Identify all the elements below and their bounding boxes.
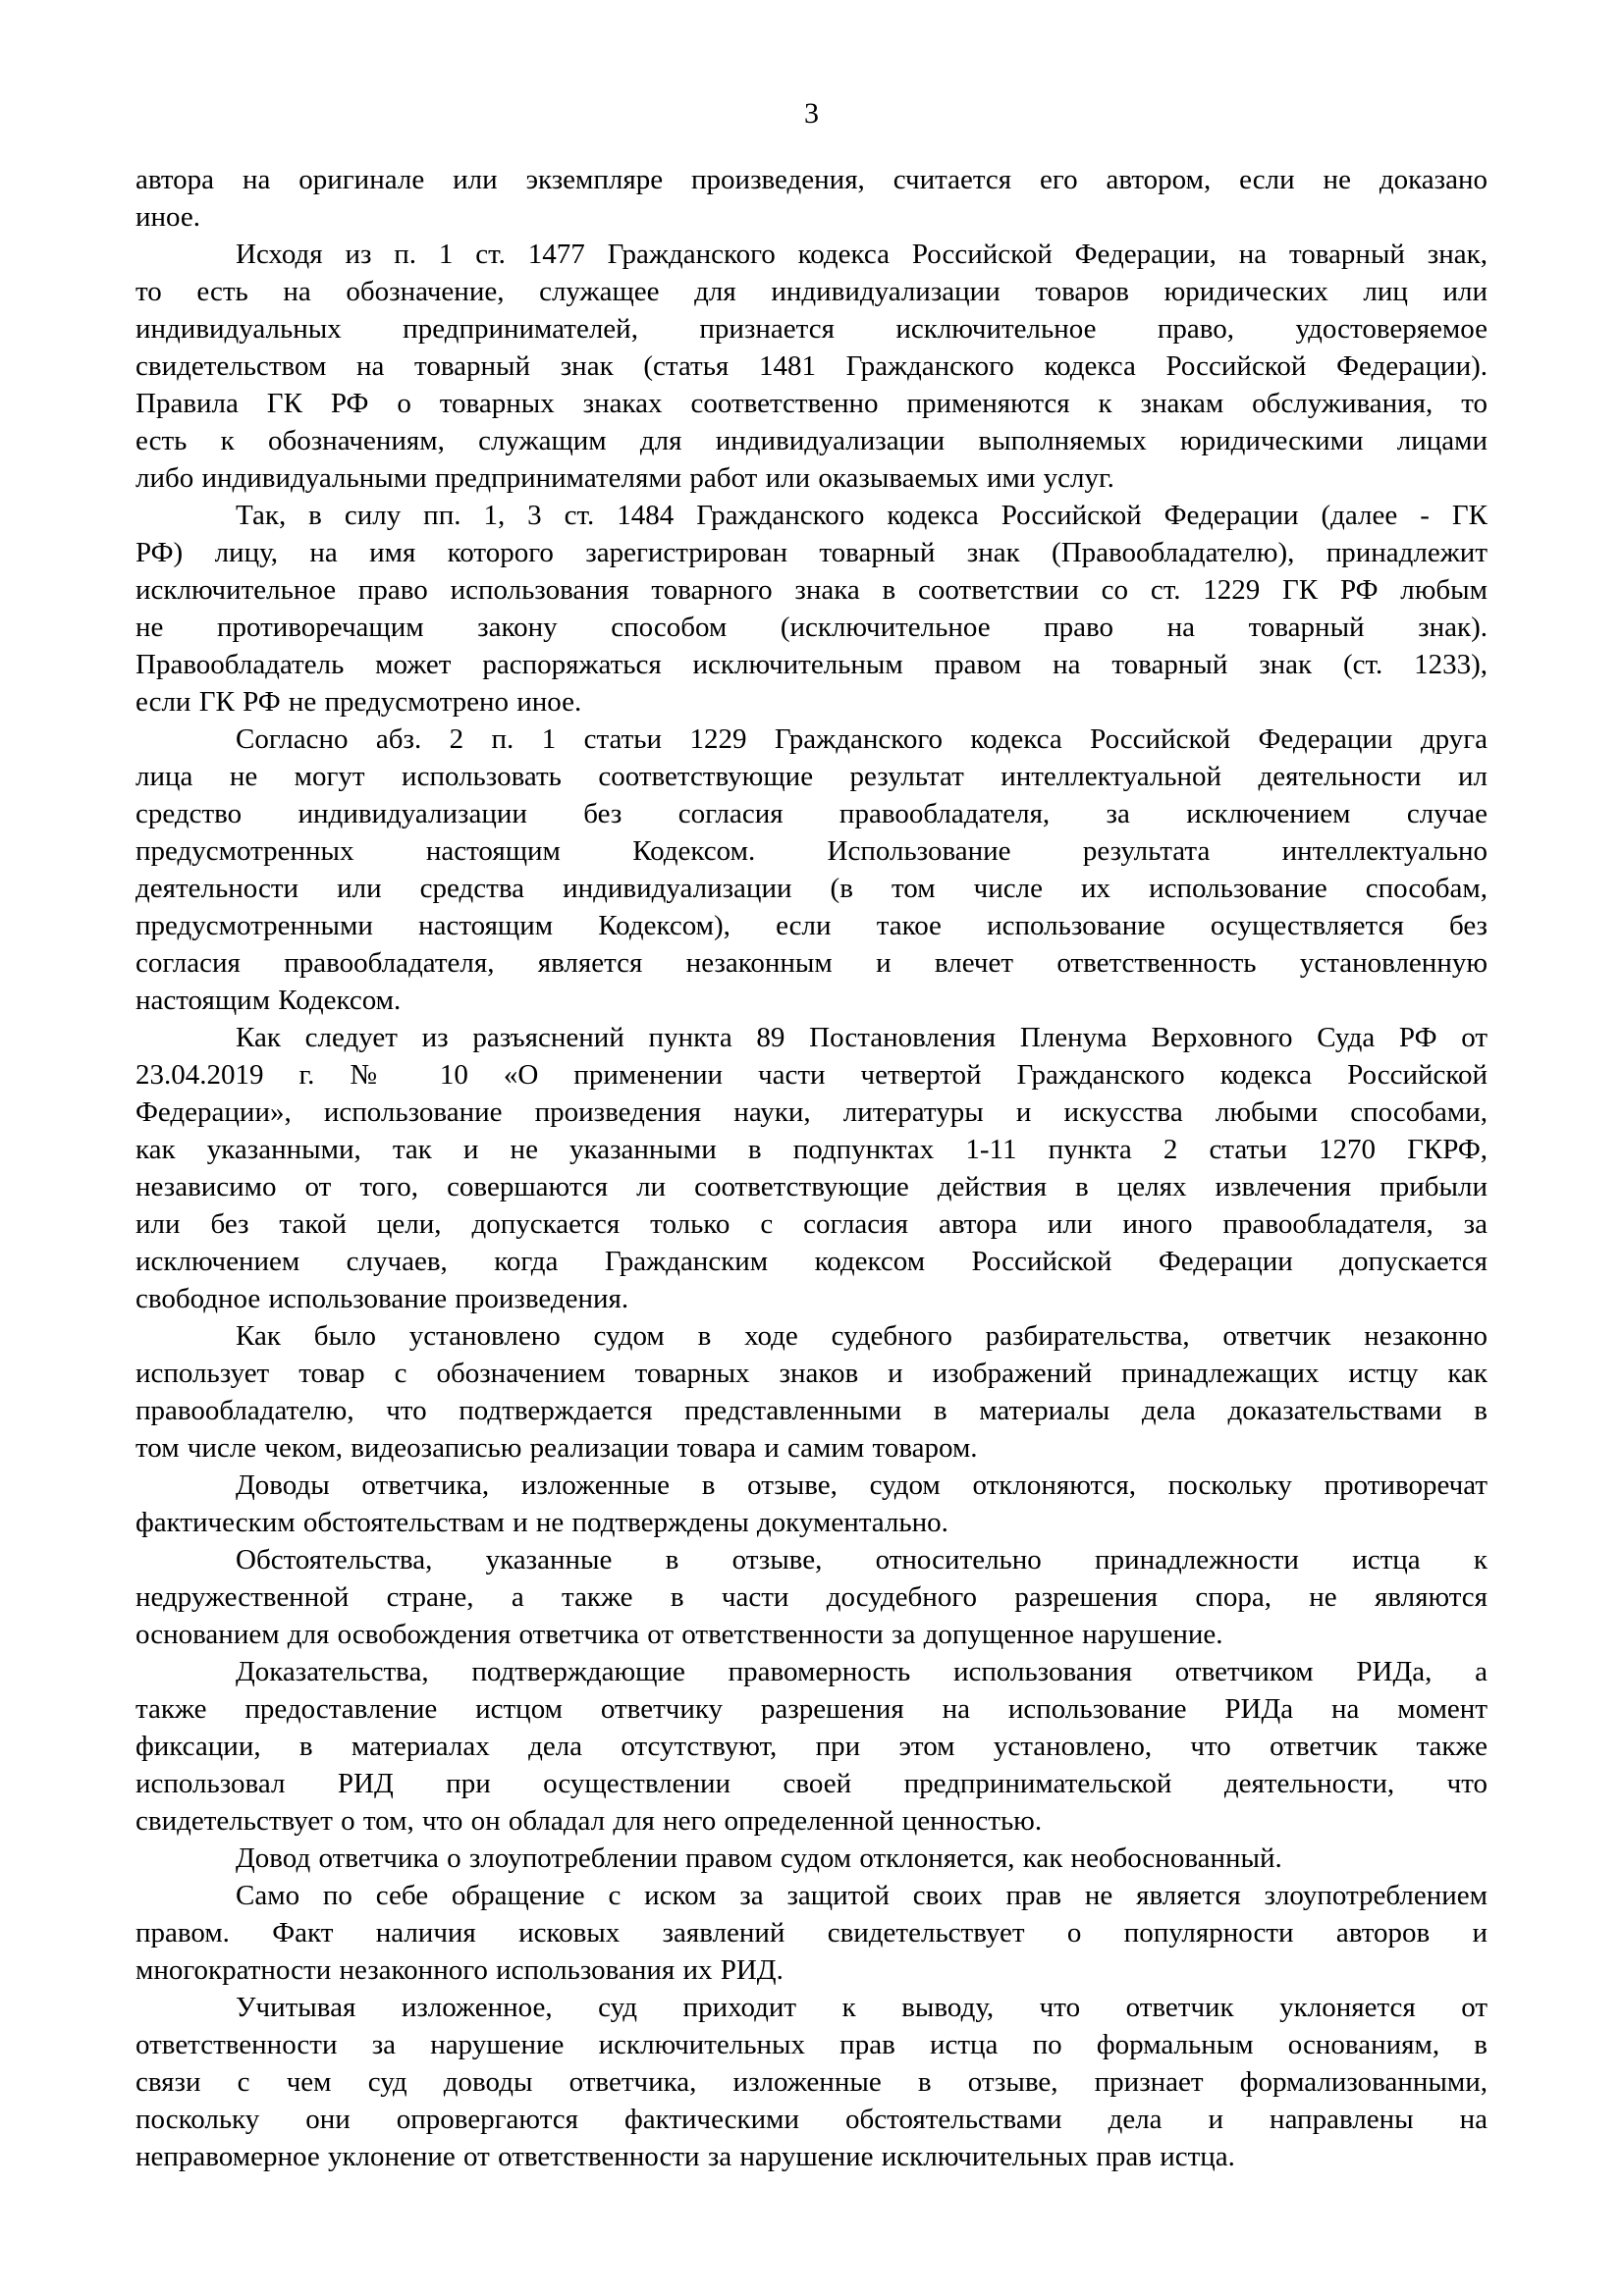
text-line: настоящим Кодексом.	[135, 985, 402, 1016]
document-body	[135, 161, 1488, 2175]
text-line: связи с чем суд доводы ответчика, изложенные в отзыве, признает формализованными,	[135, 2066, 1488, 2098]
paragraph	[135, 1653, 1488, 1840]
text-line: Обстоятельства, указанные в отзыве, относительно принадлежности истца к	[236, 1544, 1488, 1575]
text-line: Федерации», использование произведения науки, литературы и искусства любыми способами,	[135, 1096, 1488, 1128]
text-line: предусмотренных настоящим Кодексом. Использование результата интеллектуально	[135, 835, 1488, 867]
paragraph	[135, 236, 1488, 497]
text-line: Само по себе обращение с иском за защитой своих прав не является злоупотреблением	[236, 1880, 1488, 1911]
text-line: свободное использование произведения.	[135, 1283, 629, 1314]
text-line: автора на оригинале или экземпляре произведения, считается его автором, если не доказано	[135, 164, 1488, 195]
text-line: свидетельствует о том, что он обладал для него определенной ценностью.	[135, 1805, 1043, 1837]
text-line: Как следует из разъяснений пункта 89 Постановления Пленума Верховного Суда РФ от	[236, 1022, 1488, 1053]
text-line: согласия правообладателя, является незаконным и влечет ответственность установленную	[135, 947, 1488, 979]
text-line: исключением случаев, когда Гражданским кодексом Российской Федерации допускается	[135, 1246, 1488, 1277]
text-line: исключительное право использования товарного знака в соответствии со ст. 1229 ГК РФ любым	[135, 574, 1488, 606]
paragraph	[135, 1840, 1488, 1877]
text-line: также предоставление истцом ответчику разрешения на использование РИДа на момент	[135, 1693, 1488, 1725]
text-line: либо индивидуальными предпринимателями работ или оказываемых ими услуг.	[135, 462, 1114, 494]
text-line: если ГК РФ не предусмотрено иное.	[135, 686, 582, 718]
text-line: Доказательства, подтверждающие правомерность использования ответчиком РИДа, а	[236, 1656, 1488, 1687]
text-line: фиксации, в материалах дела отсутствуют, при этом установлено, что ответчик также	[135, 1731, 1488, 1762]
text-line: средство индивидуализации без согласия правообладателя, за исключением случае	[135, 798, 1488, 829]
paragraph	[135, 1541, 1488, 1653]
text-line: есть к обозначениям, служащим для индивидуализации выполняемых юридическими лицами	[135, 425, 1488, 456]
page-number: 3	[804, 97, 819, 130]
text-line: неправомерное уклонение от ответственности за нарушение исключительных прав истца.	[135, 2141, 1235, 2172]
text-line: иное.	[135, 201, 201, 233]
text-line: предусмотренными настоящим Кодексом), если такое использование осуществляется без	[135, 910, 1488, 941]
paragraph	[135, 1877, 1488, 1989]
text-line: 23.04.2019 г. № 10 «О применении части четвертой Гражданского кодекса Российской	[135, 1059, 1488, 1091]
text-line: Правила ГК РФ о товарных знаках соответственно применяются к знакам обслуживания, то	[135, 388, 1488, 419]
text-line: поскольку они опровергаются фактическими обстоятельствами дела и направлены на	[135, 2104, 1488, 2135]
paragraph	[135, 1019, 1488, 1317]
text-line: свидетельством на товарный знак (статья 1481 Гражданского кодекса Российской Федерации).	[135, 350, 1488, 382]
text-line: основанием для освобождения ответчика от ответственности за допущенное нарушение.	[135, 1619, 1223, 1650]
text-line: лица не могут использовать соответствующие результат интеллектуальной деятельности ил	[135, 761, 1488, 792]
paragraph	[135, 721, 1488, 1019]
text-line: не противоречащим закону способом (исключительное право на товарный знак).	[135, 612, 1488, 643]
text-line: Учитывая изложенное, суд приходит к выводу, что ответчик уклоняется от	[236, 1992, 1488, 2023]
text-line: или без такой цели, допускается только с согласия автора или иного правообладателя, за	[135, 1208, 1488, 1240]
text-line: Правообладатель может распоряжаться исключительным правом на товарный знак (ст. 1233),	[135, 649, 1488, 680]
paragraph	[135, 1467, 1488, 1541]
text-line: Как было установлено судом в ходе судебного разбирательства, ответчик незаконно	[236, 1320, 1488, 1352]
paragraph	[135, 497, 1488, 721]
text-line: индивидуальных предпринимателей, признается исключительное право, удостоверяемое	[135, 313, 1488, 345]
text-line: многократности незаконного использования их РИД.	[135, 1954, 784, 1986]
text-line: Согласно абз. 2 п. 1 статьи 1229 Гражданского кодекса Российской Федерации друга	[236, 723, 1488, 755]
paragraph	[135, 1317, 1488, 1467]
text-line: фактическим обстоятельствам и не подтверждены документально.	[135, 1507, 948, 1538]
text-line: правом. Факт наличия исковых заявлений свидетельствует о популярности авторов и	[135, 1917, 1488, 1949]
text-line: Доводы ответчика, изложенные в отзыве, судом отклоняются, поскольку противоречат	[236, 1469, 1488, 1501]
text-line: Довод ответчика о злоупотреблении правом судом отклоняется, как необоснованный.	[236, 1842, 1282, 1874]
text-line: недружественной стране, а также в части досудебного разрешения спора, не являются	[135, 1581, 1488, 1613]
text-line: ответственности за нарушение исключительных прав истца по формальным основаниям, в	[135, 2029, 1488, 2060]
text-line: использует товар с обозначением товарных знаков и изображений принадлежащих истцу как	[135, 1358, 1488, 1389]
text-line: том числе чеком, видеозаписью реализации товара и самим товаром.	[135, 1432, 978, 1464]
text-line: правообладателю, что подтверждается представленными в материалы дела доказательствами в	[135, 1395, 1488, 1426]
text-line: деятельности или средства индивидуализации (в том числе их использование способам,	[135, 873, 1488, 904]
text-line: РФ) лицу, на имя которого зарегистрирован товарный знак (Правообладателю), принадлежит	[135, 537, 1488, 568]
text-line: то есть на обозначение, служащее для индивидуализации товаров юридических лиц или	[135, 276, 1488, 307]
text-line: как указанными, так и не указанными в подпунктах 1-11 пункта 2 статьи 1270 ГКРФ,	[135, 1134, 1488, 1165]
text-line: Так, в силу пп. 1, 3 ст. 1484 Гражданского кодекса Российской Федерации (далее - ГК	[236, 500, 1488, 531]
text-line: использовал РИД при осуществлении своей предпринимательской деятельности, что	[135, 1768, 1488, 1799]
paragraph	[135, 1989, 1488, 2175]
text-line: независимо от того, совершаются ли соответствующие действия в целях извлечения прибыли	[135, 1171, 1488, 1202]
text-line: Исходя из п. 1 ст. 1477 Гражданского кодекса Российской Федерации, на товарный знак,	[236, 239, 1488, 270]
paragraph	[135, 161, 1488, 236]
